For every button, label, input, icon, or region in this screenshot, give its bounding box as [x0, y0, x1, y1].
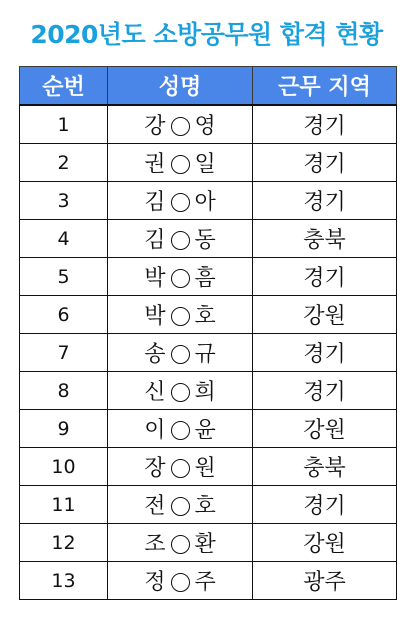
table-row	[20, 258, 397, 296]
name-last-char: 영	[194, 114, 216, 139]
person-name	[108, 144, 253, 182]
name-first-char: 김	[144, 190, 166, 215]
masked-circle-icon	[171, 573, 190, 592]
work-region: 충북	[253, 448, 397, 486]
table-row	[20, 562, 397, 600]
person-name	[108, 258, 253, 296]
row-number: 1	[20, 105, 108, 144]
name-first-char: 송	[144, 342, 166, 367]
name-last-char: 호	[194, 494, 216, 519]
name-first-char: 장	[144, 456, 166, 481]
work-region: 경기	[253, 258, 397, 296]
name-first-char: 박	[144, 266, 166, 291]
work-region: 경기	[253, 105, 397, 144]
work-region: 경기	[253, 334, 397, 372]
name-last-char: 아	[194, 190, 216, 215]
table-row	[20, 220, 397, 258]
work-region: 강원	[253, 296, 397, 334]
work-region: 충북	[253, 220, 397, 258]
row-number: 4	[20, 220, 108, 258]
page-title: 2020년도 소방공무원 합격 현황	[30, 20, 383, 49]
masked-circle-icon	[171, 345, 190, 364]
name-first-char: 신	[144, 380, 166, 405]
table-row	[20, 144, 397, 182]
name-first-char: 이	[144, 418, 166, 443]
name-first-char: 박	[144, 304, 166, 329]
table-row	[20, 105, 397, 144]
table-row	[20, 372, 397, 410]
person-name	[108, 410, 253, 448]
table-row	[20, 524, 397, 562]
row-number: 11	[20, 486, 108, 524]
table-row	[20, 448, 397, 486]
masked-circle-icon	[171, 497, 190, 516]
row-number: 12	[20, 524, 108, 562]
row-number: 3	[20, 182, 108, 220]
person-name	[108, 562, 253, 600]
row-number: 13	[20, 562, 108, 600]
work-region: 경기	[253, 486, 397, 524]
name-last-char: 일	[194, 152, 216, 177]
masked-circle-icon	[171, 117, 190, 136]
name-last-char: 동	[194, 228, 216, 253]
name-last-char: 규	[194, 342, 216, 367]
row-number: 2	[20, 144, 108, 182]
masked-circle-icon	[171, 459, 190, 478]
name-first-char: 권	[144, 152, 166, 177]
name-first-char: 조	[144, 532, 166, 557]
name-last-char: 원	[194, 456, 216, 481]
row-number: 8	[20, 372, 108, 410]
person-name	[108, 182, 253, 220]
row-number: 5	[20, 258, 108, 296]
row-number: 7	[20, 334, 108, 372]
name-first-char: 김	[144, 228, 166, 253]
name-last-char: 환	[194, 532, 216, 557]
table-row	[20, 486, 397, 524]
name-first-char: 정	[144, 570, 166, 595]
header-number: 순번	[20, 67, 108, 106]
header-name: 성명	[108, 67, 253, 106]
person-name	[108, 486, 253, 524]
table-row	[20, 296, 397, 334]
person-name	[108, 220, 253, 258]
name-last-char: 흠	[194, 266, 216, 291]
masked-circle-icon	[171, 269, 190, 288]
work-region: 광주	[253, 562, 397, 600]
name-first-char: 전	[144, 494, 166, 519]
header-region: 근무 지역	[253, 67, 397, 106]
name-last-char: 희	[194, 380, 216, 405]
name-last-char: 윤	[194, 418, 216, 443]
name-first-char: 강	[144, 114, 166, 139]
masked-circle-icon	[171, 193, 190, 212]
masked-circle-icon	[171, 231, 190, 250]
results-table	[19, 66, 397, 600]
table-row	[20, 182, 397, 220]
row-number: 6	[20, 296, 108, 334]
row-number: 10	[20, 448, 108, 486]
masked-circle-icon	[171, 383, 190, 402]
table-row	[20, 410, 397, 448]
person-name	[108, 105, 253, 144]
work-region: 강원	[253, 410, 397, 448]
name-last-char: 주	[194, 570, 216, 595]
table-row	[20, 334, 397, 372]
work-region: 경기	[253, 372, 397, 410]
work-region: 경기	[253, 182, 397, 220]
masked-circle-icon	[171, 307, 190, 326]
work-region: 강원	[253, 524, 397, 562]
person-name	[108, 334, 253, 372]
masked-circle-icon	[171, 155, 190, 174]
work-region: 경기	[253, 144, 397, 182]
person-name	[108, 372, 253, 410]
masked-circle-icon	[171, 421, 190, 440]
header-row	[20, 67, 397, 106]
masked-circle-icon	[171, 535, 190, 554]
person-name	[108, 524, 253, 562]
row-number: 9	[20, 410, 108, 448]
person-name	[108, 296, 253, 334]
person-name	[108, 448, 253, 486]
name-last-char: 호	[194, 304, 216, 329]
